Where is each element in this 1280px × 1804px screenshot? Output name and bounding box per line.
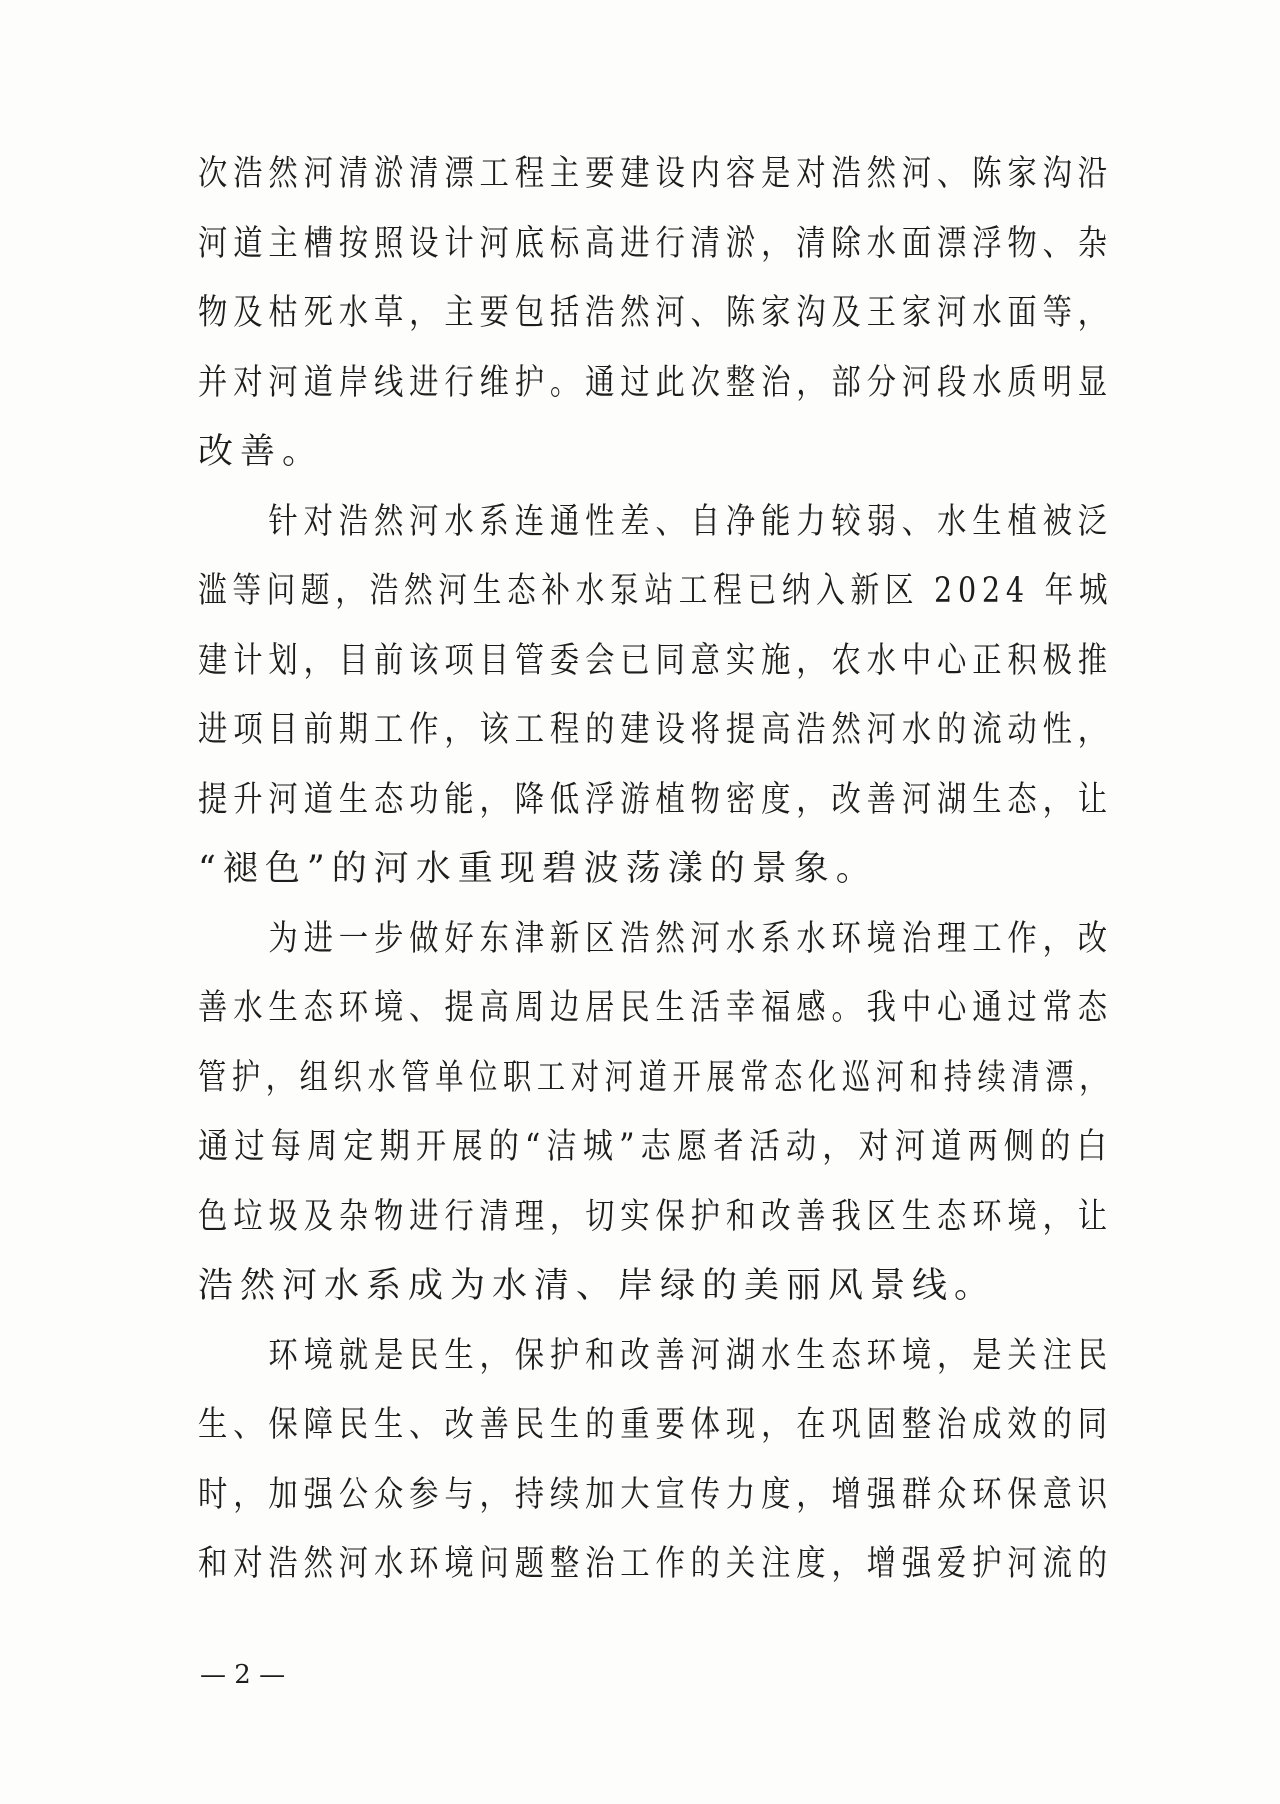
text-line: 次浩然河清淤清漂工程主要建设内容是对浩然河、陈家沟沿 [198, 154, 1113, 194]
text-line: “褪色”的河水重现碧波荡漾的景象。 [198, 849, 878, 889]
text-line: 滥等问题，浩然河生态补水泵站工程已纳入新区 2024 年城 [198, 571, 1114, 611]
text-line: 针对浩然河水系连通性差、自净能力较弱、水生植被泛 [198, 502, 1113, 542]
text-line: 浩然河水系成为水清、岸绿的美丽风景线。 [198, 1266, 997, 1306]
page-number: — 2 — [200, 1660, 286, 1690]
text-line: 改善。 [198, 432, 325, 472]
text-line: 建计划，目前该项目管委会已同意实施，农水中心正积极推 [198, 641, 1113, 681]
text-line: 为进一步做好东津新区浩然河水系水环境治理工作，改 [198, 919, 1113, 959]
text-line: 和对浩然河水环境问题整治工作的关注度，增强爱护河流的 [198, 1544, 1113, 1584]
text-line: 物及枯死水草，主要包括浩然河、陈家沟及王家河水面等， [198, 293, 1113, 333]
text-line: 环境就是民生，保护和改善河湖水生态环境，是关注民 [198, 1336, 1113, 1376]
text-line: 色垃圾及杂物进行清理，切实保护和改善我区生态环境，让 [198, 1197, 1113, 1237]
text-line: 生、保障民生、改善民生的重要体现，在巩固整治成效的同 [198, 1405, 1113, 1445]
text-line: 通过每周定期开展的“洁城”志愿者活动，对河道两侧的白 [198, 1127, 1113, 1167]
text-line: 善水生态环境、提高周边居民生活幸福感。我中心通过常态 [198, 988, 1113, 1028]
text-line: 进项目前期工作，该工程的建设将提高浩然河水的流动性， [198, 710, 1113, 750]
text-line: 河道主槽按照设计河底标高进行清淤，清除水面漂浮物、杂 [198, 224, 1113, 264]
text-line: 并对河道岸线进行维护。通过此次整治，部分河段水质明显 [198, 363, 1113, 403]
text-line: 管护，组织水管单位职工对河道开展常态化巡河和持续清漂， [198, 1058, 1114, 1098]
text-line: 时，加强公众参与，持续加大宣传力度，增强群众环保意识 [198, 1475, 1113, 1515]
text-line: 提升河道生态功能，降低浮游植物密度，改善河湖生态，让 [198, 780, 1113, 820]
